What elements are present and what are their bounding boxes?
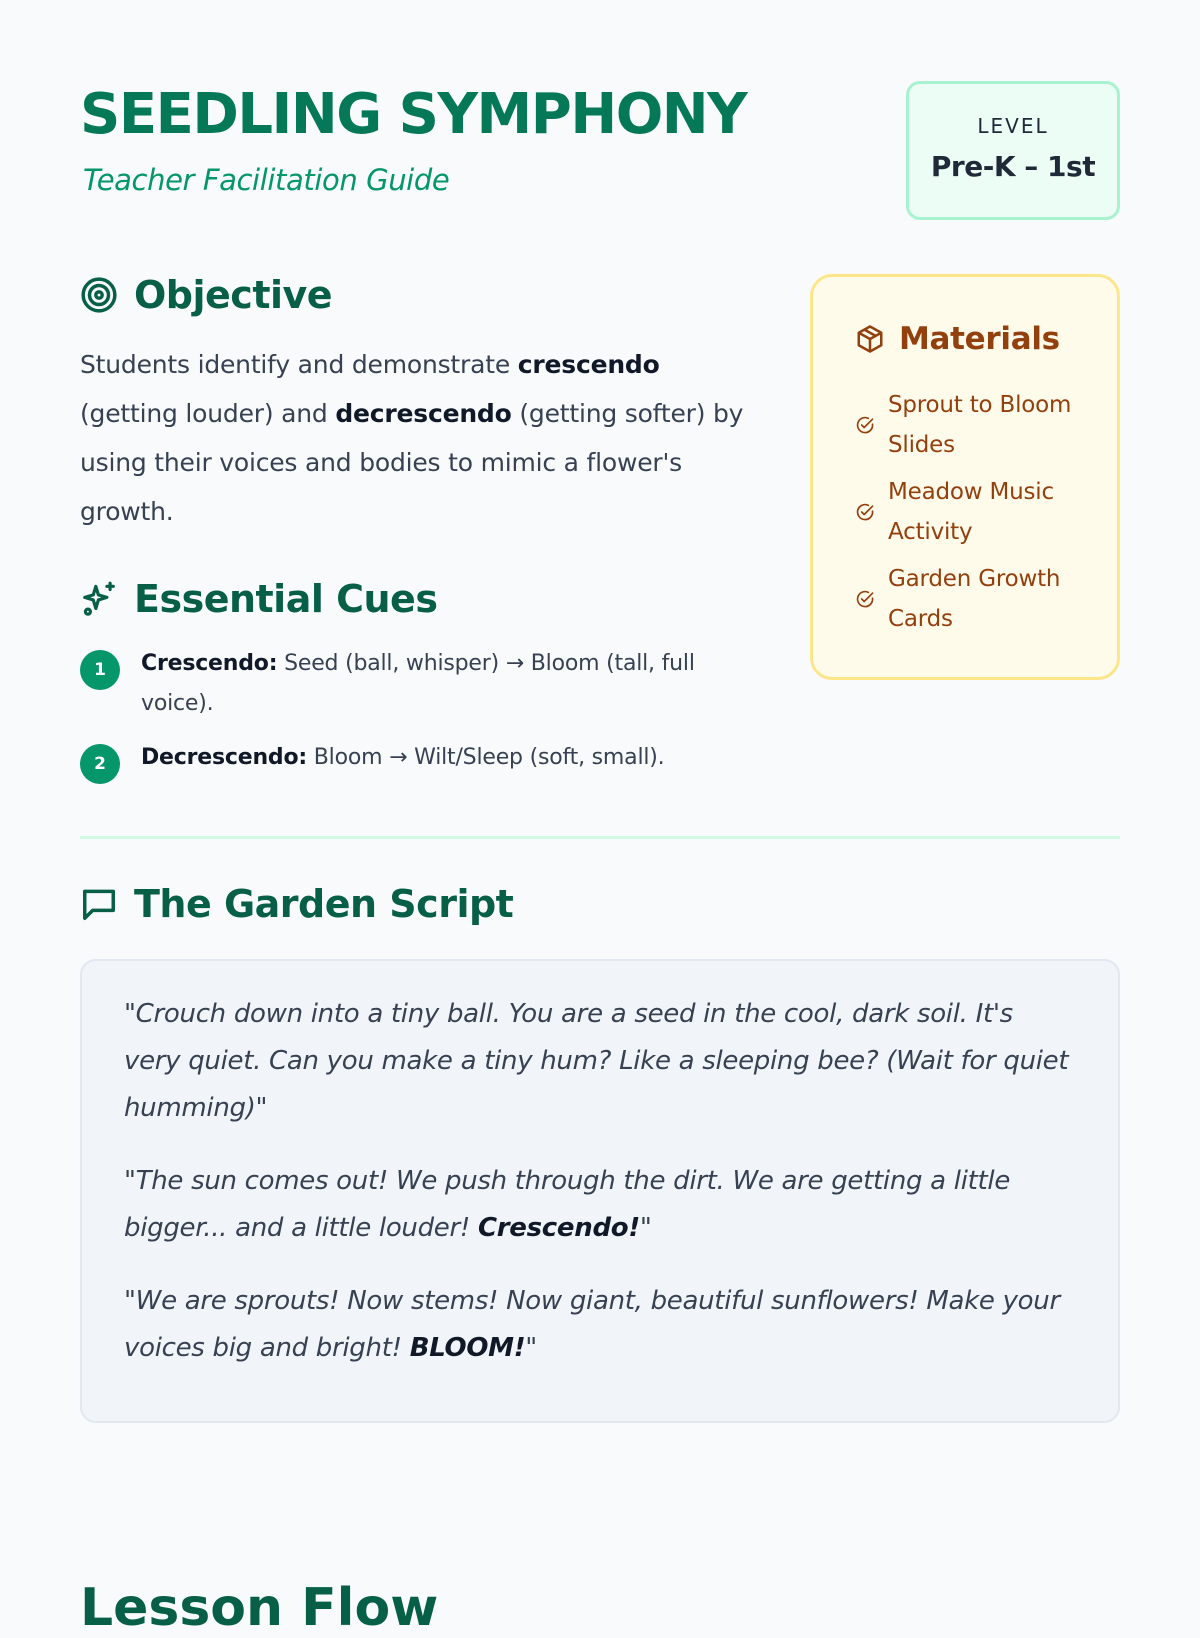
material-link[interactable]: Sprout to Bloom Slides [888, 392, 1072, 458]
essential-cues-heading [80, 577, 437, 621]
level-label: LEVEL [977, 114, 1049, 138]
objective-heading-label: Objective [134, 273, 333, 317]
script-line: "The sun comes out! We push through the dirt. We are getting a little bigger... and a little louder! Crescendo!" [124, 1166, 1011, 1243]
essential-cues-heading-label: Essential Cues [134, 577, 438, 621]
check-circle-icon [855, 502, 875, 522]
objective-heading [80, 273, 332, 317]
materials-heading-label: Materials [899, 321, 1060, 357]
list-item [855, 385, 1095, 465]
lesson-flow-heading: Lesson Flow [80, 1578, 439, 1638]
script-line: "Crouch down into a tiny ball. You are a seed in the cool, dark soil. It's very quiet. Can you make a tiny hum? Like a sleeping bee? (Wait for quiet humming)" [124, 999, 1069, 1123]
garden-script-heading-label: The Garden Script [134, 882, 514, 926]
list-item [855, 472, 1095, 552]
step-number-badge: 2 [80, 744, 120, 784]
list-item [855, 559, 1095, 639]
check-circle-icon [855, 589, 875, 609]
term-decrescendo: decrescendo [335, 399, 512, 428]
term-crescendo: crescendo [517, 350, 660, 379]
materials-list [855, 385, 1095, 646]
page-title: SEEDLING SYMPHONY [80, 82, 747, 147]
box-icon [855, 324, 885, 354]
cue-text: Decrescendo: Bloom → Wilt/Sleep (soft, small). [141, 745, 665, 770]
sparkles-icon [80, 580, 118, 618]
list-item [80, 644, 760, 724]
chat-icon [80, 885, 118, 923]
material-link[interactable]: Meadow Music Activity [888, 479, 1054, 545]
check-circle-icon [855, 415, 875, 435]
cue-text: Crescendo: Seed (ball, whisper) → Bloom (tall, full voice). [141, 651, 695, 716]
material-link[interactable]: Garden Growth Cards [888, 566, 1061, 632]
target-icon [80, 276, 118, 314]
level-badge [906, 81, 1120, 220]
list-item [80, 738, 760, 784]
page-subtitle: Teacher Facilitation Guide [83, 163, 450, 197]
section-divider [80, 836, 1120, 839]
materials-card [810, 274, 1120, 680]
level-value: Pre-K – 1st [930, 150, 1096, 183]
script-box [80, 959, 1120, 1423]
materials-heading [855, 321, 1060, 357]
step-number-badge: 1 [80, 650, 120, 690]
script-line: "We are sprouts! Now stems! Now giant, beautiful sunflowers! Make your voices big and bright! BLOOM!" [124, 1286, 1060, 1363]
objective-text: Students identify and demonstrate crescendo (getting louder) and decrescendo (getting softer) by using their voices and bodies to mimic a flower's growth. [80, 350, 744, 526]
essential-cues-list [80, 644, 760, 798]
garden-script-heading [80, 882, 513, 926]
